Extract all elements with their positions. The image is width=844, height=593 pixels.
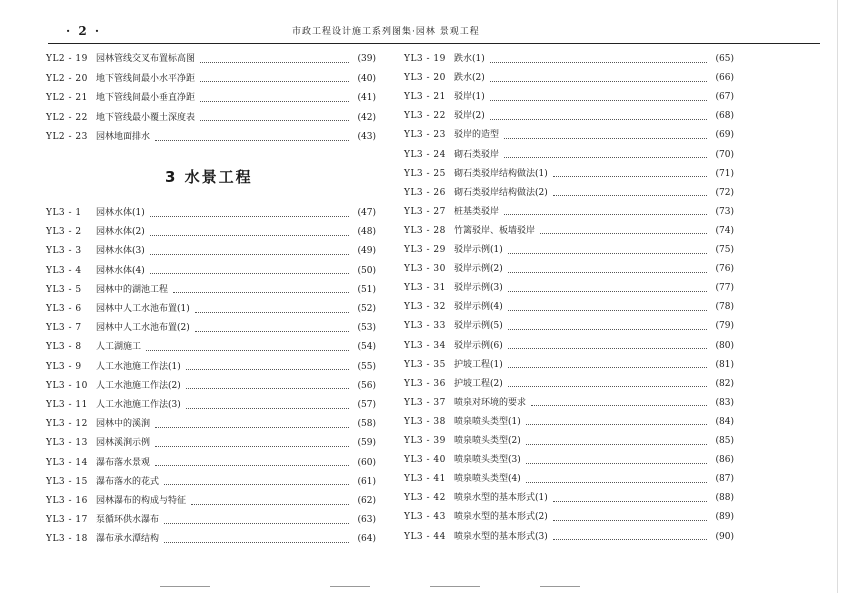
toc-entry-title: 驳岸示例(1) <box>454 245 503 255</box>
dot-leader <box>155 464 349 466</box>
dot-leader <box>540 232 707 234</box>
toc-entry-page: (89) <box>715 512 734 523</box>
toc-entry-page: (56) <box>357 380 376 391</box>
toc-entry <box>46 204 376 223</box>
toc-entry-title: 瀑布落水景观 <box>96 457 151 468</box>
toc-entry <box>404 528 734 547</box>
toc-entry-page: (80) <box>715 340 734 351</box>
dot-leader <box>526 462 707 464</box>
toc-entry-title: 人工水池施工作法(3) <box>96 400 181 410</box>
dot-leader <box>526 481 707 483</box>
toc-entry-title: 砌石类驳岸结构做法(1) <box>454 168 548 179</box>
toc-entry-code: YL3 - 1 <box>46 208 82 218</box>
dot-leader <box>508 366 707 368</box>
dot-leader <box>186 407 349 409</box>
toc-entry <box>404 184 734 203</box>
toc-entry-title: 园林水体(3) <box>96 246 145 257</box>
toc-entry-code: YL3 - 8 <box>46 342 82 353</box>
toc-entry-title: 地下管线间最小垂直净距 <box>96 93 196 103</box>
toc-entry-page: (41) <box>357 93 376 103</box>
toc-entry <box>404 146 734 165</box>
toc-entry-title: 园林中的溪涧 <box>96 419 151 430</box>
toc-entry-code: YL3 - 43 <box>404 512 446 523</box>
toc-entry-page: (68) <box>715 111 734 122</box>
toc-entry <box>46 454 376 473</box>
toc-entry <box>404 451 734 470</box>
toc-entry-page: (52) <box>357 304 376 314</box>
dot-leader <box>508 328 707 330</box>
toc-entry-code: YL3 - 6 <box>46 304 82 314</box>
toc-entry-code: YL3 - 33 <box>404 321 446 332</box>
toc-entry <box>46 128 376 147</box>
toc-entry <box>404 394 734 413</box>
footer-mark <box>540 586 580 587</box>
toc-entry-title: 喷泉水型的基本形式(2) <box>454 512 548 523</box>
toc-entry-code: YL3 - 16 <box>46 496 88 506</box>
toc-entry-title: 园林瀑布的构成与特征 <box>96 496 187 506</box>
dot-leader <box>504 137 707 139</box>
dot-leader <box>553 538 707 540</box>
toc-entry-title: 喷泉喷头类型(1) <box>454 416 521 427</box>
toc-entry-code: YL3 - 22 <box>404 111 446 122</box>
footer-mark <box>430 586 480 587</box>
toc-entry <box>404 203 734 222</box>
toc-entry-code: YL2 - 23 <box>46 132 88 142</box>
toc-entry-page: (73) <box>715 206 734 217</box>
toc-entry-code: YL3 - 19 <box>404 54 446 64</box>
toc-entry-page: (55) <box>357 361 376 372</box>
toc-entry-code: YL3 - 23 <box>404 130 446 141</box>
dot-leader <box>553 194 707 196</box>
dot-leader <box>504 156 707 158</box>
toc-entry-title: 喷泉喷头类型(2) <box>454 436 521 446</box>
toc-entry <box>46 50 376 69</box>
toc-entry-title: 人工湖施工 <box>96 342 142 353</box>
toc-entry-code: YL3 - 5 <box>46 284 82 295</box>
toc-entry <box>46 89 376 108</box>
toc-entry <box>404 317 734 336</box>
toc-entry-page: (86) <box>715 455 734 466</box>
scan-edge <box>837 0 838 593</box>
dot-leader <box>195 330 349 332</box>
dot-leader <box>150 215 349 217</box>
toc-entry-code: YL3 - 11 <box>46 400 88 410</box>
toc-entry-code: YL3 - 26 <box>404 187 446 198</box>
toc-entry-title: 护坡工程(1) <box>454 359 503 370</box>
dot-leader <box>553 500 707 502</box>
toc-entry <box>46 415 376 434</box>
toc-entry-page: (66) <box>715 73 734 84</box>
dot-leader <box>508 290 707 292</box>
toc-entry <box>404 489 734 508</box>
toc-entry-code: YL3 - 37 <box>404 397 446 408</box>
dot-leader <box>186 387 349 389</box>
toc-entry-code: YL3 - 13 <box>46 438 88 449</box>
toc-entry-page: (87) <box>715 474 734 485</box>
toc-entry <box>46 109 376 128</box>
toc-entry <box>46 434 376 453</box>
toc-entry-code: YL2 - 19 <box>46 54 88 64</box>
toc-entry-title: 人工水池施工作法(2) <box>96 380 181 391</box>
toc-entry-page: (70) <box>715 149 734 160</box>
toc-entry-page: (69) <box>715 130 734 141</box>
dot-leader <box>146 349 349 351</box>
toc-entry-code: YL3 - 44 <box>404 531 446 542</box>
toc-entry <box>404 126 734 145</box>
toc-entry-title: 护坡工程(2) <box>454 378 503 389</box>
toc-entry-page: (60) <box>357 457 376 468</box>
toc-entry-code: YL3 - 38 <box>404 416 446 427</box>
toc-entry-title: 喷泉对环境的要求 <box>454 397 527 408</box>
toc-entry-page: (72) <box>715 187 734 198</box>
toc-entry-title: 园林水体(4) <box>96 265 145 276</box>
toc-entry-title: 驳岸(1) <box>454 92 485 103</box>
toc-entry-code: YL3 - 29 <box>404 245 446 255</box>
toc-entry-page: (82) <box>715 378 734 389</box>
dot-leader <box>504 213 707 215</box>
toc-entry <box>404 508 734 527</box>
toc-entry-title: 驳岸的造型 <box>454 130 500 141</box>
toc-entry-page: (90) <box>715 531 734 542</box>
toc-entry-title: 跌水(2) <box>454 73 485 84</box>
toc-entry-page: (63) <box>357 515 376 526</box>
dot-leader <box>186 368 349 370</box>
toc-entry <box>404 222 734 241</box>
dot-leader <box>508 309 707 311</box>
toc-entry <box>46 473 376 492</box>
toc-entry-title: 驳岸示例(6) <box>454 340 503 351</box>
toc-entry <box>404 107 734 126</box>
toc-entry-page: (79) <box>715 321 734 332</box>
toc-entry <box>46 396 376 415</box>
toc-entry <box>46 319 376 338</box>
toc-entry-title: 砌石类驳岸 <box>454 149 500 160</box>
toc-entry-code: YL3 - 39 <box>404 436 446 446</box>
toc-entry-page: (62) <box>357 496 376 506</box>
toc-entry-code: YL3 - 7 <box>46 323 82 334</box>
toc-entry-page: (67) <box>715 92 734 103</box>
toc-entry-code: YL3 - 24 <box>404 149 446 160</box>
toc-entry-page: (50) <box>357 265 376 276</box>
toc-entry <box>404 337 734 356</box>
toc-entry-page: (65) <box>715 54 734 64</box>
toc-entry-code: YL3 - 15 <box>46 476 88 487</box>
toc-entry-page: (42) <box>357 112 376 123</box>
toc-entry-code: YL3 - 34 <box>404 340 446 351</box>
toc-entry <box>404 356 734 375</box>
toc-entry-page: (47) <box>357 208 376 218</box>
toc-entry-code: YL2 - 20 <box>46 73 88 84</box>
footer-mark <box>160 586 210 587</box>
toc-entry-page: (77) <box>715 283 734 294</box>
toc-entry-title: 驳岸示例(5) <box>454 321 503 332</box>
toc-entry <box>46 242 376 261</box>
toc-entry-code: YL2 - 21 <box>46 93 88 103</box>
toc-entry-code: YL3 - 3 <box>46 246 82 257</box>
toc-entry <box>404 375 734 394</box>
toc-entry-title: 地下管线最小覆土深度表 <box>96 112 196 123</box>
dot-leader <box>200 100 349 102</box>
toc-entry <box>404 50 734 69</box>
toc-entry-title: 驳岸示例(4) <box>454 302 503 313</box>
toc-entry-page: (43) <box>357 132 376 142</box>
toc-entry-title: 驳岸示例(3) <box>454 283 503 294</box>
toc-entry-code: YL3 - 42 <box>404 493 446 504</box>
toc-entry-page: (71) <box>715 168 734 179</box>
toc-entry-title: 瀑布承水潭结构 <box>96 534 160 545</box>
dot-leader <box>200 80 349 82</box>
toc-entry <box>404 260 734 279</box>
toc-entry <box>404 470 734 489</box>
toc-entry-code: YL3 - 17 <box>46 515 88 526</box>
dot-leader <box>173 291 349 293</box>
toc-entry-title: 喷泉水型的基本形式(3) <box>454 531 548 542</box>
toc-entry-title: 园林水体(2) <box>96 227 145 238</box>
toc-entry-page: (64) <box>357 534 376 545</box>
toc-entry-title: 跌水(1) <box>454 54 485 64</box>
toc-entry <box>404 88 734 107</box>
toc-entry-code: YL3 - 32 <box>404 302 446 313</box>
toc-entry-code: YL3 - 4 <box>46 265 82 276</box>
toc-entry-page: (84) <box>715 416 734 427</box>
toc-entry <box>46 338 376 357</box>
toc-entry-code: YL3 - 28 <box>404 225 446 236</box>
toc-entry-title: 园林水体(1) <box>96 208 145 218</box>
dot-leader <box>195 311 349 313</box>
dot-leader <box>553 175 707 177</box>
dot-leader <box>531 404 707 406</box>
dot-leader <box>191 503 349 505</box>
dot-leader <box>164 541 349 543</box>
toc-entry-code: YL3 - 25 <box>404 168 446 179</box>
toc-entry <box>404 69 734 88</box>
toc-entry-code: YL3 - 21 <box>404 92 446 103</box>
page-number: · 2 · <box>66 24 102 38</box>
dot-leader <box>508 252 707 254</box>
toc-entry-title: 驳岸(2) <box>454 111 485 122</box>
toc-entry-page: (59) <box>357 438 376 449</box>
dot-leader <box>490 99 707 101</box>
toc-entry-code: YL3 - 18 <box>46 534 88 545</box>
dot-leader <box>526 423 707 425</box>
toc-entry-title: 泵循环供水瀑布 <box>96 515 160 526</box>
toc-entry-page: (76) <box>715 264 734 275</box>
toc-entry-page: (88) <box>715 493 734 504</box>
dot-leader <box>164 522 349 524</box>
toc-entry-page: (54) <box>357 342 376 353</box>
toc-entry-code: YL3 - 2 <box>46 227 82 238</box>
dot-leader <box>200 61 349 63</box>
toc-entry-page: (57) <box>357 400 376 410</box>
dot-leader <box>553 519 707 521</box>
toc-entry-code: YL3 - 12 <box>46 419 88 430</box>
toc-entry-title: 园林溪涧示例 <box>96 438 151 449</box>
toc-entry-page: (39) <box>357 54 376 64</box>
toc-entry-title: 喷泉喷头类型(4) <box>454 474 521 485</box>
toc-entry-code: YL3 - 10 <box>46 380 88 391</box>
toc-entry-code: YL3 - 30 <box>404 264 446 275</box>
toc-entry-code: YL3 - 14 <box>46 457 88 468</box>
toc-entry-title: 园林中的湖池工程 <box>96 284 169 295</box>
toc-entry-page: (85) <box>715 436 734 446</box>
toc-entry-page: (58) <box>357 419 376 430</box>
dot-leader <box>490 80 707 82</box>
footer-mark <box>330 586 370 587</box>
toc-entry <box>46 262 376 281</box>
toc-entry-title: 桩基类驳岸 <box>454 206 500 217</box>
toc-entry-title: 园林地面排水 <box>96 132 151 142</box>
toc-entry <box>404 432 734 451</box>
dot-leader <box>526 443 707 445</box>
dot-leader <box>155 445 349 447</box>
header-rule <box>48 43 820 44</box>
toc-entry-page: (53) <box>357 323 376 334</box>
toc-entry-page: (74) <box>715 225 734 236</box>
toc-entry-page: (51) <box>357 284 376 295</box>
toc-entry-code: YL3 - 20 <box>404 73 446 84</box>
toc-entry-page: (81) <box>715 359 734 370</box>
dot-leader <box>164 483 349 485</box>
toc-entry <box>46 358 376 377</box>
toc-entry <box>404 413 734 432</box>
toc-entry-title: 园林中人工水池布置(2) <box>96 323 190 334</box>
toc-entry-page: (40) <box>357 73 376 84</box>
dot-leader <box>490 118 707 120</box>
toc-entry <box>404 279 734 298</box>
toc-entry <box>46 70 376 89</box>
toc-entry-title: 地下管线间最小水平净距 <box>96 73 196 84</box>
dot-leader <box>200 119 349 121</box>
toc-entry <box>46 511 376 530</box>
toc-entry <box>404 298 734 317</box>
toc-entry-code: YL3 - 40 <box>404 455 446 466</box>
toc-entry-code: YL3 - 35 <box>404 359 446 370</box>
toc-entry-title: 砌石类驳岸结构做法(2) <box>454 187 548 198</box>
toc-entry-title: 喷泉喷头类型(3) <box>454 455 521 466</box>
toc-entry-page: (83) <box>715 397 734 408</box>
toc-entry <box>46 377 376 396</box>
toc-entry-page: (61) <box>357 476 376 487</box>
toc-entry-code: YL3 - 31 <box>404 283 446 294</box>
toc-entry-title: 喷泉水型的基本形式(1) <box>454 493 548 504</box>
dot-leader <box>508 347 707 349</box>
dot-leader <box>508 271 707 273</box>
toc-entry <box>46 492 376 511</box>
dot-leader <box>155 426 349 428</box>
dot-leader <box>508 385 707 387</box>
toc-entry-title: 园林中人工水池布置(1) <box>96 304 190 314</box>
toc-entry-title: 驳岸示例(2) <box>454 264 503 275</box>
dot-leader <box>150 272 349 274</box>
header-title: 市政工程设计施工系列图集·园林 景观工程 <box>292 27 480 37</box>
toc-entry <box>404 241 734 260</box>
toc-entry <box>46 300 376 319</box>
toc-entry-code: YL3 - 41 <box>404 474 446 485</box>
toc-entry-page: (49) <box>357 246 376 257</box>
toc-entry-title: 人工水池施工作法(1) <box>96 361 181 372</box>
dot-leader <box>150 234 349 236</box>
toc-entry <box>46 530 376 549</box>
toc-entry-code: YL3 - 27 <box>404 206 446 217</box>
toc-entry-title: 竹篱驳岸、板墙驳岸 <box>454 225 536 236</box>
toc-entry-page: (48) <box>357 227 376 238</box>
toc-entry-code: YL3 - 9 <box>46 361 82 372</box>
toc-entry <box>404 165 734 184</box>
toc-entry <box>46 281 376 300</box>
toc-entry-title: 瀑布落水的花式 <box>96 476 160 487</box>
section-heading: 3 水景工程 <box>165 168 253 186</box>
toc-entry <box>46 223 376 242</box>
toc-entry-page: (78) <box>715 302 734 313</box>
dot-leader <box>150 253 349 255</box>
toc-entry-title: 园林管线交叉布置标高图 <box>96 54 196 64</box>
toc-entry-code: YL3 - 36 <box>404 378 446 389</box>
toc-entry-code: YL2 - 22 <box>46 112 88 123</box>
dot-leader <box>155 139 349 141</box>
dot-leader <box>490 61 707 63</box>
toc-entry-page: (75) <box>715 245 734 255</box>
